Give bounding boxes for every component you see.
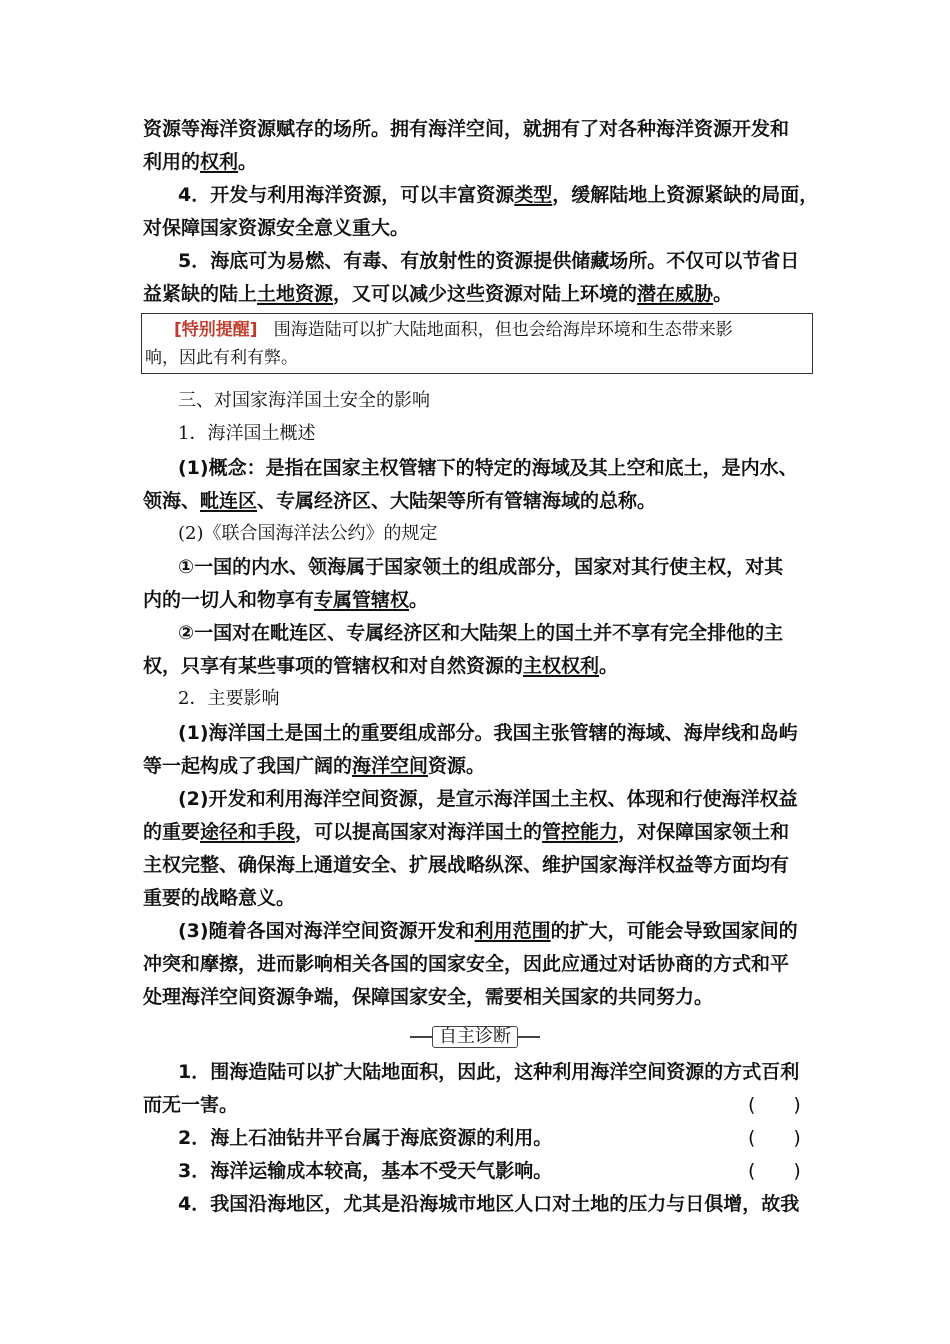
question3: 3．海洋运输成本较高，基本不受天气影响。 [178,1160,553,1182]
note-line2: 响，因此有利有弊。 [145,348,298,368]
section-title: 三、对国家海洋国土安全的影响 [178,390,430,411]
special-reminder-box [141,313,813,374]
clause2-line2: 权，只享有某些事项的管辖权和对自然资源的主权权利。 [143,655,619,677]
impact1-line2: 等一起构成了我国广阔的海洋空间资源。 [143,755,486,777]
para4-line1: 4．开发与利用海洋资源，可以丰富资源类型，缓解陆地上资源紧缺的局面， [178,184,819,206]
clause1-line1: ①一国的内水、领海属于国家领土的组成部分，国家对其行使主权，对其 [178,556,784,578]
answer-blank-1[interactable]: ( ) [748,1094,801,1116]
answer-blank-3[interactable]: ( ) [748,1160,801,1182]
subheading-2: 2．主要影响 [178,688,280,709]
impact2-line1: (2)开发和利用海洋空间资源，是宣示海洋国土主权、体现和行使海洋权益 [178,788,798,810]
para3-line1: 资源等海洋资源赋存的场所。拥有海洋空间，就拥有了对各种海洋资源开发和 [143,118,790,140]
question4-line1: 4．我国沿海地区，尤其是沿海城市地区人口对土地的压力与日俱增，故我 [178,1193,800,1215]
impact1-line1: (1)海洋国土是国土的重要组成部分。我国主张管辖的海域、海岸线和岛屿 [178,722,798,744]
answer-exclusive-jurisdiction: 专属管辖权 [314,589,410,611]
clause2-line1: ②一国对在毗连区、专属经济区和大陆架上的国土并不享有完全排他的主 [178,622,784,644]
answer-means: 途径和手段 [200,821,296,843]
impact2-line4: 重要的战略意义。 [143,887,296,909]
answer-control-capacity: 管控能力 [542,821,619,843]
answer-blank-2[interactable]: ( ) [748,1127,801,1149]
answer-contiguous-zone: 毗连区 [200,490,258,512]
impact2-line3: 主权完整、确保海上通道安全、扩展战略纵深、维护国家海洋权益等方面均有 [143,854,790,876]
para5-line1: 5．海底可为易燃、有毒、有放射性的资源提供储藏场所。不仅可以节省日 [178,250,800,272]
impact2-line2: 的重要途径和手段，可以提高国家对海洋国土的管控能力，对保障国家领土和 [143,821,790,843]
clause1-line2: 内的一切人和物享有专属管辖权。 [143,589,429,611]
impact3-line3: 处理海洋空间资源争端，保障国家安全，需要相关国家的共同努力。 [143,986,714,1008]
answer-types: 类型 [514,184,553,206]
concept-line2: 领海、毗连区、专属经济区、大陆架等所有管辖海域的总称。 [143,490,657,512]
answer-rights: 权利 [200,151,239,173]
subheading-1: 1．海洋国土概述 [178,423,316,444]
para4-line2: 对保障国家资源安全意义重大。 [143,217,410,239]
answer-potential-threat: 潜在威胁 [637,283,714,305]
question1-line2: 而无一害。 [143,1094,239,1116]
note-tag: [特别提醒] [174,320,258,340]
banner-rule-left [410,1036,432,1038]
concept-line1: (1)概念：是指在国家主权管辖下的特定的海域及其上空和底土，是内水、 [178,457,798,479]
question1-line1: 1．围海造陆可以扩大陆地面积，因此，这种利用海洋空间资源的方式百利 [178,1061,800,1083]
question2: 2．海上石油钻井平台属于海底资源的利用。 [178,1127,553,1149]
note-line1: [特别提醒] 围海造陆可以扩大陆地面积，但也会给海岸环境和生态带来影 [174,320,733,340]
answer-usage-scope: 利用范围 [474,920,551,942]
impact3-line1: (3)随着各国对海洋空间资源开发和利用范围的扩大，可能会导致国家间的 [178,920,798,942]
para3-line2: 利用的权利。 [143,151,258,173]
banner-rule-right [518,1036,540,1038]
answer-land-resources: 土地资源 [257,283,334,305]
para5-line2: 益紧缺的陆上土地资源，又可以减少这些资源对陆上环境的潜在威胁。 [143,283,733,305]
impact3-line2: 冲突和摩擦，进而影响相关各国的国家安全，因此应通过对话协商的方式和平 [143,953,790,975]
answer-ocean-space: 海洋空间 [352,755,429,777]
banner-label: 自主诊断 [432,1026,518,1048]
answer-sovereign-rights: 主权权利 [523,655,600,677]
self-diagnosis-banner [410,1024,540,1050]
convention-heading: (2)《联合国海洋法公约》的规定 [178,523,438,544]
